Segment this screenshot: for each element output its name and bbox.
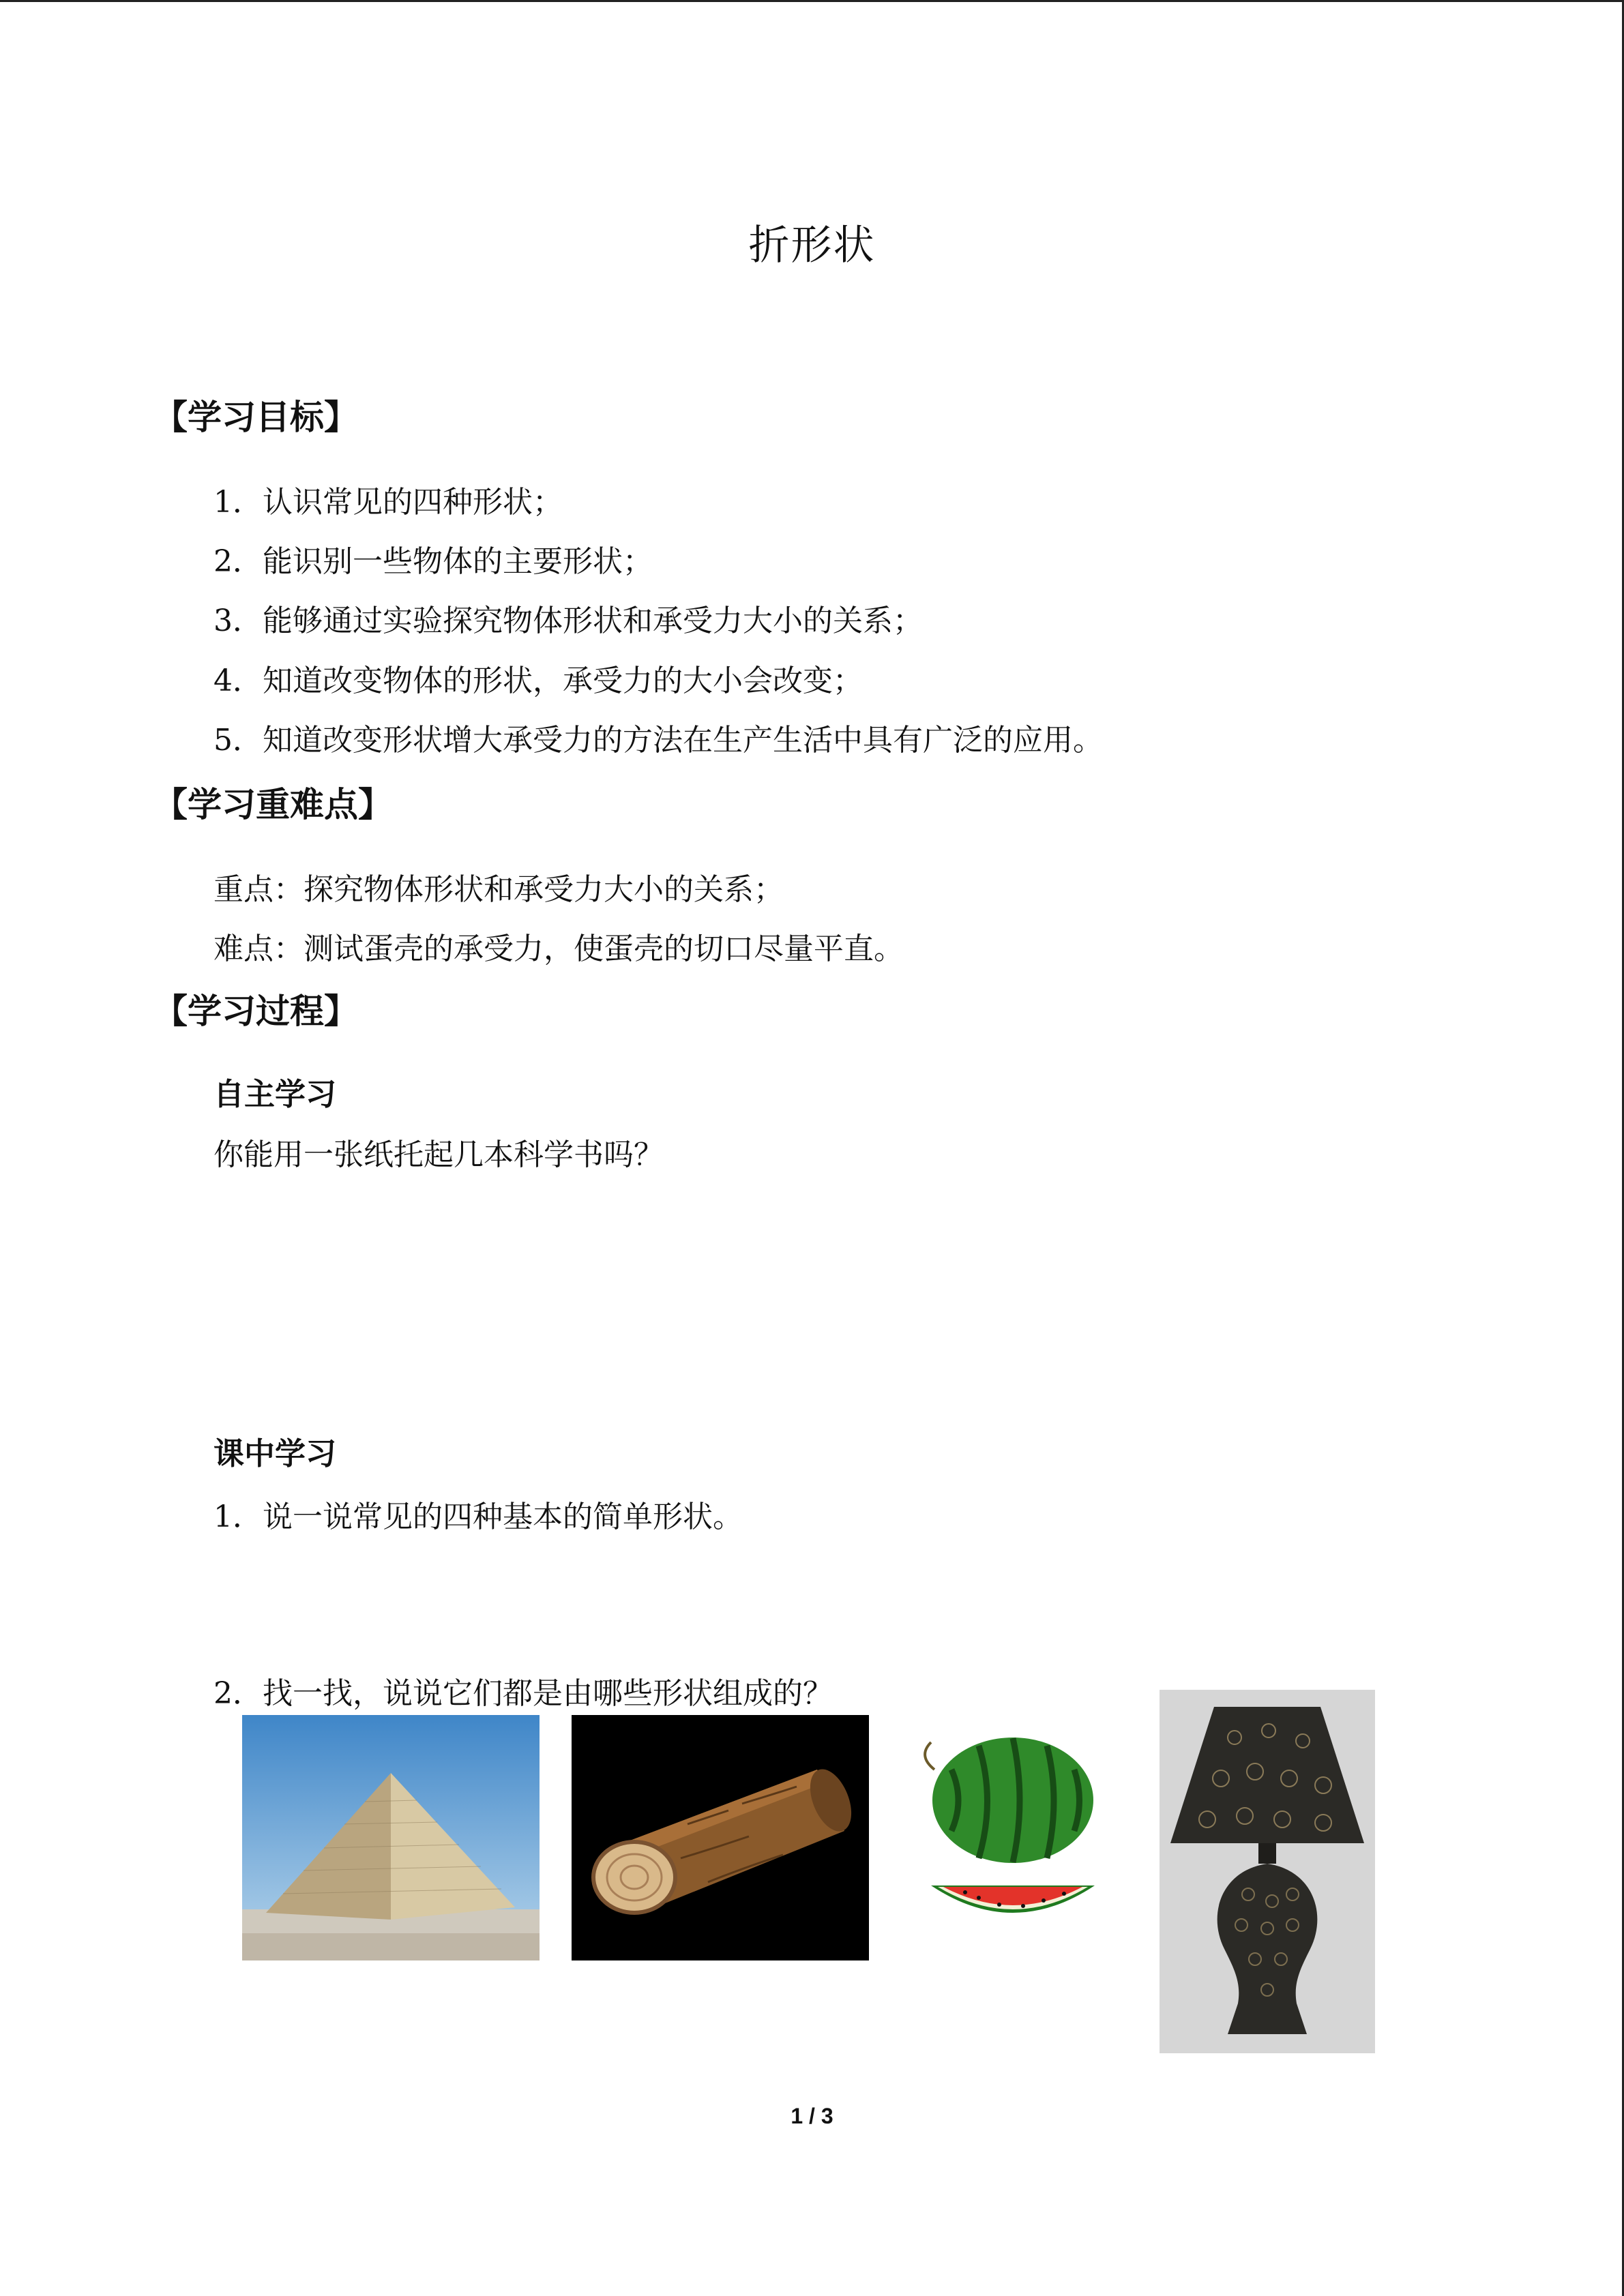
- key-point-item: 难点：测试蛋壳的承受力，使蛋壳的切口尽量平直。: [213, 931, 904, 966]
- watermelon-image: [904, 1715, 1115, 1940]
- goal-item: 1．认识常见的四种形状；: [213, 485, 563, 520]
- page-border: [0, 0, 1624, 2]
- lamp-image: [1160, 1690, 1375, 2053]
- section-heading-process: 【学习过程】: [153, 992, 358, 1031]
- page-number: 1 / 3: [791, 2104, 833, 2128]
- goal-item: 3．能够通过实验探究物体形状和承受力大小的关系；: [213, 603, 923, 638]
- section-heading-goals: 【学习目标】: [153, 398, 358, 437]
- key-point-item: 重点：探究物体形状和承受力大小的关系；: [213, 872, 784, 907]
- goal-item: 5．知道改变形状增大承受力的方法在生产生活中具有广泛的应用。: [213, 723, 1103, 758]
- subheading-class-study: 课中学习: [213, 1435, 337, 1472]
- goal-item: 2．能识别一些物体的主要形状；: [213, 544, 653, 579]
- pyramid-illustration: [242, 1715, 540, 1960]
- class-question-1: 1．说一说常见的四种基本的简单形状。: [213, 1500, 743, 1534]
- document-title: 折形状: [748, 222, 876, 269]
- goal-item: 4．知道改变物体的形状，承受力的大小会改变；: [213, 664, 863, 698]
- class-question-2: 2．找一找，说说它们都是由哪些形状组成的？: [213, 1676, 833, 1711]
- subheading-self-study: 自主学习: [213, 1076, 337, 1112]
- self-study-question: 你能用一张纸托起几本科学书吗？: [213, 1137, 664, 1172]
- log-illustration: [572, 1715, 869, 1960]
- lamp-illustration: [1160, 1690, 1375, 2053]
- section-heading-key-points: 【学习重难点】: [153, 785, 392, 824]
- log-image: [572, 1715, 869, 1960]
- pyramid-image: [242, 1715, 540, 1960]
- watermelon-illustration: [904, 1715, 1115, 1940]
